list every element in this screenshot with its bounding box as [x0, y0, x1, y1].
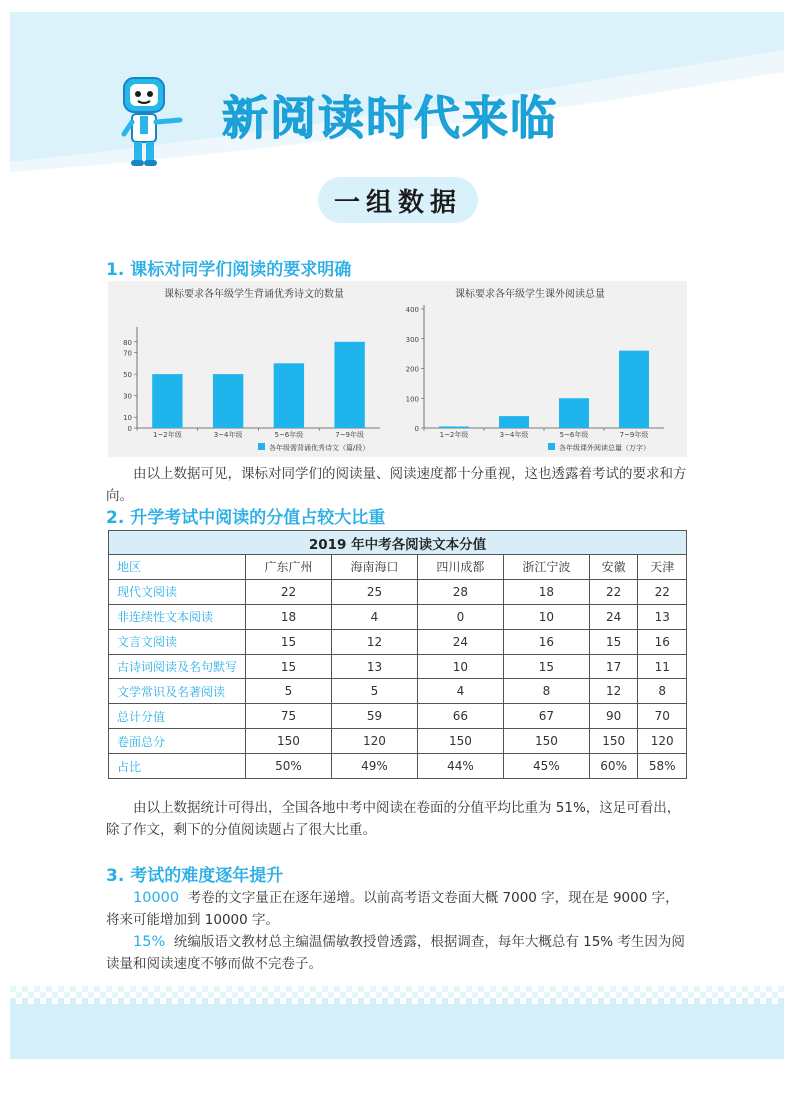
table-cell: 58%	[638, 754, 687, 779]
table-cell: 150	[503, 729, 589, 754]
table-row	[109, 754, 687, 779]
table-cell: 44%	[417, 754, 503, 779]
x-tick-label: 5~6年级	[559, 431, 589, 439]
x-tick-label: 5~6年级	[274, 431, 304, 439]
table-cell: 90	[589, 704, 638, 729]
table-cell: 18	[246, 604, 332, 629]
y-tick-label: 50	[123, 371, 132, 380]
table-cell: 13	[331, 654, 417, 679]
paragraph-1: 由以上数据可见，课标对同学们的阅读量、阅读速度都十分重视，这也透露着考试的要求和方向。	[106, 466, 687, 504]
table-cell: 150	[589, 729, 638, 754]
row-label: 卷面总分	[109, 729, 246, 754]
bar-2	[213, 374, 243, 428]
region-header-4: 安徽	[589, 555, 638, 580]
table-cell: 15	[503, 654, 589, 679]
table-cell: 17	[589, 654, 638, 679]
table-cell: 70	[638, 704, 687, 729]
bar-4	[619, 351, 649, 428]
table-row	[109, 654, 687, 679]
table-cell: 18	[503, 579, 589, 604]
table-cell: 8	[638, 679, 687, 704]
table-cell: 150	[246, 729, 332, 754]
x-tick-label: 7~9年级	[619, 431, 649, 439]
y-tick-label: 400	[405, 306, 419, 314]
region-header-2: 四川成都	[417, 555, 503, 580]
row-label: 总计分值	[109, 704, 246, 729]
table-cell: 150	[417, 729, 503, 754]
paragraph-2: 由以上数据统计可得出，全国各地中考中阅读在卷面的分值平均比重为 51%，这足可看出，除了作文，剩下的分值阅读题占了很大比重。	[106, 800, 681, 838]
table-cell: 120	[638, 729, 687, 754]
y-tick-label: 30	[123, 392, 132, 401]
row-label: 非连续性文本阅读	[109, 604, 246, 629]
table-cell: 0	[417, 604, 503, 629]
table-cell: 66	[417, 704, 503, 729]
table-cell: 75	[246, 704, 332, 729]
x-tick-label: 7~9年级	[335, 431, 365, 439]
region-header-5: 天津	[638, 555, 687, 580]
y-tick-label: 70	[123, 349, 132, 358]
table-cell: 67	[503, 704, 589, 729]
table-cell: 4	[331, 604, 417, 629]
charts-panel	[108, 281, 687, 457]
highlight-percent: 15%	[133, 934, 166, 950]
footer-decoration	[10, 986, 784, 1059]
bar-4	[334, 342, 364, 428]
page-title: 新阅读时代来临	[222, 91, 558, 145]
table-caption: 2019 年中考各阅读文本分值	[109, 531, 687, 555]
table-cell: 22	[246, 579, 332, 604]
y-tick-label: 200	[405, 365, 419, 374]
table-cell: 5	[331, 679, 417, 704]
table-cell: 15	[246, 654, 332, 679]
table-cell: 45%	[503, 754, 589, 779]
region-header-0: 广东广州	[246, 555, 332, 580]
highlight-number: 10000	[133, 890, 180, 906]
table-cell: 15	[589, 629, 638, 654]
paragraph-4	[106, 931, 690, 975]
chart-title: 课标要求各年级学生课外阅读总量	[455, 289, 605, 300]
table-cell: 24	[589, 604, 638, 629]
table-cell: 16	[503, 629, 589, 654]
row-label: 文言文阅读	[109, 629, 246, 654]
region-header-1: 海南海口	[331, 555, 417, 580]
bar-3	[559, 398, 589, 428]
bar-1	[152, 374, 182, 428]
paragraph-4-text: 统编版语文教材总主编温儒敏教授曾透露，根据调查，每年大概总有 15% 考生因为阅读量和阅读速度不够而做不完卷子。	[106, 934, 685, 972]
section-heading-1: 1. 课标对同学们阅读的要求明确	[106, 260, 352, 280]
table-cell: 5	[246, 679, 332, 704]
x-tick-label: 1~2年级	[439, 431, 469, 439]
row-label: 现代文阅读	[109, 579, 246, 604]
region-header-3: 浙江宁波	[503, 555, 589, 580]
table-cell: 24	[417, 629, 503, 654]
table-header-row	[109, 555, 687, 580]
row-label: 占比	[109, 754, 246, 779]
table-cell: 10	[417, 654, 503, 679]
chart-title: 课标要求各年级学生背诵优秀诗文的数量	[164, 289, 344, 300]
row-label: 古诗词阅读及名句默写	[109, 654, 246, 679]
x-tick-label: 1~2年级	[152, 431, 182, 439]
table-cell: 120	[331, 729, 417, 754]
table-cell: 22	[638, 579, 687, 604]
table-cell: 13	[638, 604, 687, 629]
table-cell: 50%	[246, 754, 332, 779]
x-tick-label: 3~4年级	[213, 431, 243, 439]
robot-mascot-icon	[118, 72, 188, 172]
table-cell: 28	[417, 579, 503, 604]
score-table	[108, 530, 687, 779]
table-cell: 49%	[331, 754, 417, 779]
table-cell: 10	[503, 604, 589, 629]
x-tick-label: 3~4年级	[499, 431, 529, 439]
bar-3	[274, 363, 304, 428]
bar-1	[439, 427, 469, 428]
table-cell: 60%	[589, 754, 638, 779]
table-row	[109, 679, 687, 704]
poetry-recitation-chart	[123, 287, 380, 452]
table-cell: 12	[331, 629, 417, 654]
y-tick-label: 10	[123, 414, 132, 423]
y-tick-label: 300	[405, 335, 419, 344]
section-heading-2: 2. 升学考试中阅读的分值占较大比重	[106, 508, 386, 528]
y-tick-label: 100	[405, 395, 419, 404]
table-cell: 15	[246, 629, 332, 654]
region-header: 地区	[109, 555, 246, 580]
bar-2	[499, 416, 529, 428]
table-row	[109, 604, 687, 629]
page-subtitle: 一组数据	[318, 177, 478, 223]
paragraph-3	[106, 887, 690, 931]
table-row	[109, 629, 687, 654]
legend-label: 各年级需背诵优秀诗文（篇/段）	[269, 444, 370, 452]
table-cell: 22	[589, 579, 638, 604]
table-cell: 4	[417, 679, 503, 704]
y-tick-label: 0	[414, 425, 419, 433]
row-label: 文学常识及名著阅读	[109, 679, 246, 704]
table-row	[109, 579, 687, 604]
table-cell: 59	[331, 704, 417, 729]
table-cell: 11	[638, 654, 687, 679]
section-heading-3: 3. 考试的难度逐年提升	[106, 866, 284, 886]
table-cell: 16	[638, 629, 687, 654]
table-cell: 12	[589, 679, 638, 704]
table-cell: 25	[331, 579, 417, 604]
table-cell: 8	[503, 679, 589, 704]
y-tick-label: 80	[123, 338, 132, 347]
paragraph-3-text: 考卷的文字量正在逐年递增。以前高考语文卷面大概 7000 字，现在是 9000 字，将来可能增加到 10000 字。	[106, 890, 679, 928]
extracurricular-reading-chart	[406, 287, 664, 452]
legend-swatch	[548, 443, 555, 450]
legend-label: 各年级课外阅读总量（万字）	[559, 444, 650, 452]
table-row	[109, 729, 687, 754]
y-tick-label: 0	[127, 425, 132, 433]
table-row	[109, 704, 687, 729]
legend-swatch	[258, 443, 265, 450]
charts-canvas	[108, 281, 687, 457]
